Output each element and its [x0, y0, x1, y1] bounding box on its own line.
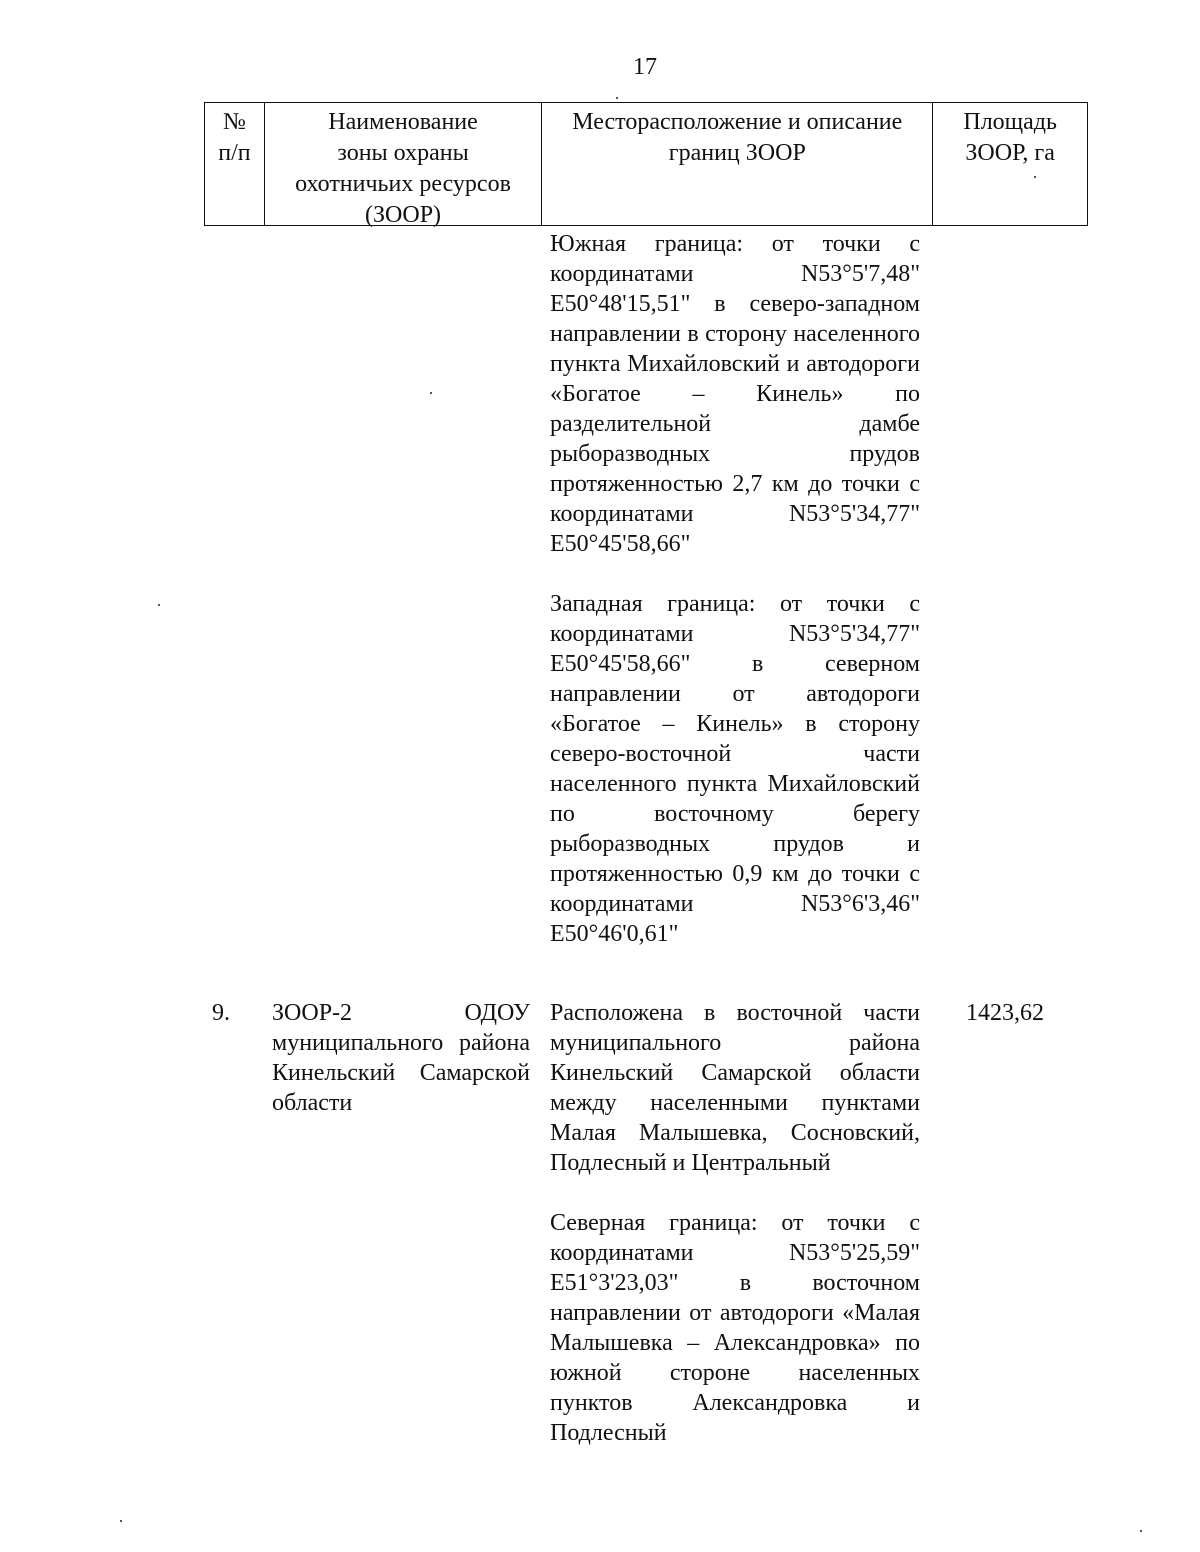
- table-header-row: [204, 102, 1088, 226]
- north-border-description: Северная граница: от точки с координатами N53°5'25,59" E51°3'23,03" в восточном направлении от автодороги «Малая Малышевка – Александровка» по южной стороне населенных пунктов Александровка и Подлесный: [550, 1210, 920, 1446]
- paragraph-gap: [550, 1178, 920, 1208]
- header-name-line: (ЗООР): [365, 202, 442, 228]
- scan-speck: [1034, 176, 1036, 178]
- continuation-description-cell: [550, 229, 920, 949]
- row-9-description-cell: [550, 998, 920, 1448]
- scan-speck: [616, 97, 618, 99]
- header-name-line: охотничьих ресурсов: [295, 171, 511, 197]
- south-border-description: Южная граница: от точки с координатами N53°5'7,48" E50°48'15,51" в северо-западном направлении в сторону населенного пункта Михайловский и автодороги «Богатое – Кинель» по разделительной дамбе рыборазводных прудов протяженностью 2,7 км до точки с координатами N53°5'34,77" E50°45'58,66": [550, 231, 920, 557]
- paragraph-gap: [550, 559, 920, 589]
- row-number-9: 9.: [212, 1000, 230, 1026]
- page-number: 17: [633, 54, 657, 80]
- zone-name: ЗООР-2 ОДОУ муниципального района Кинельский Самарской области: [272, 1000, 530, 1116]
- zone-area-value: 1423,62: [966, 1000, 1044, 1026]
- scan-speck: [120, 1520, 122, 1522]
- header-description-line: границ ЗООР: [668, 140, 806, 166]
- header-name-column: [265, 103, 542, 228]
- header-number-column: [205, 103, 265, 225]
- header-description-line: Месторасположение и описание: [572, 109, 903, 135]
- header-name-line: Наименование: [328, 109, 478, 135]
- scan-speck: [430, 392, 432, 394]
- header-area-line: Площадь: [963, 109, 1057, 135]
- header-area-line: ЗООР, га: [965, 140, 1055, 166]
- scan-speck: [158, 604, 160, 606]
- header-name-line: зоны охраны: [337, 140, 469, 166]
- zone-name-cell: [272, 998, 530, 1118]
- header-number-line: п/п: [218, 140, 251, 166]
- west-border-description: Западная граница: от точки с координатами N53°5'34,77" E50°45'58,66" в северном направлении от автодороги «Богатое – Кинель» в сторону северо-восточной части населенного пункта Михайловский по восточному берегу рыборазводных прудов и протяженностью 0,9 км до точки с координатами N53°6'3,46" E50°46'0,61": [550, 591, 920, 947]
- scan-speck: [1140, 1530, 1142, 1532]
- zone-location-description: Расположена в восточной части муниципального района Кинельский Самарской области между населенными пунктами Малая Малышевка, Сосновский, Подлесный и Центральный: [550, 1000, 920, 1176]
- header-description-column: [542, 103, 933, 225]
- header-number-line: №: [222, 109, 246, 135]
- header-area-column: [933, 103, 1087, 225]
